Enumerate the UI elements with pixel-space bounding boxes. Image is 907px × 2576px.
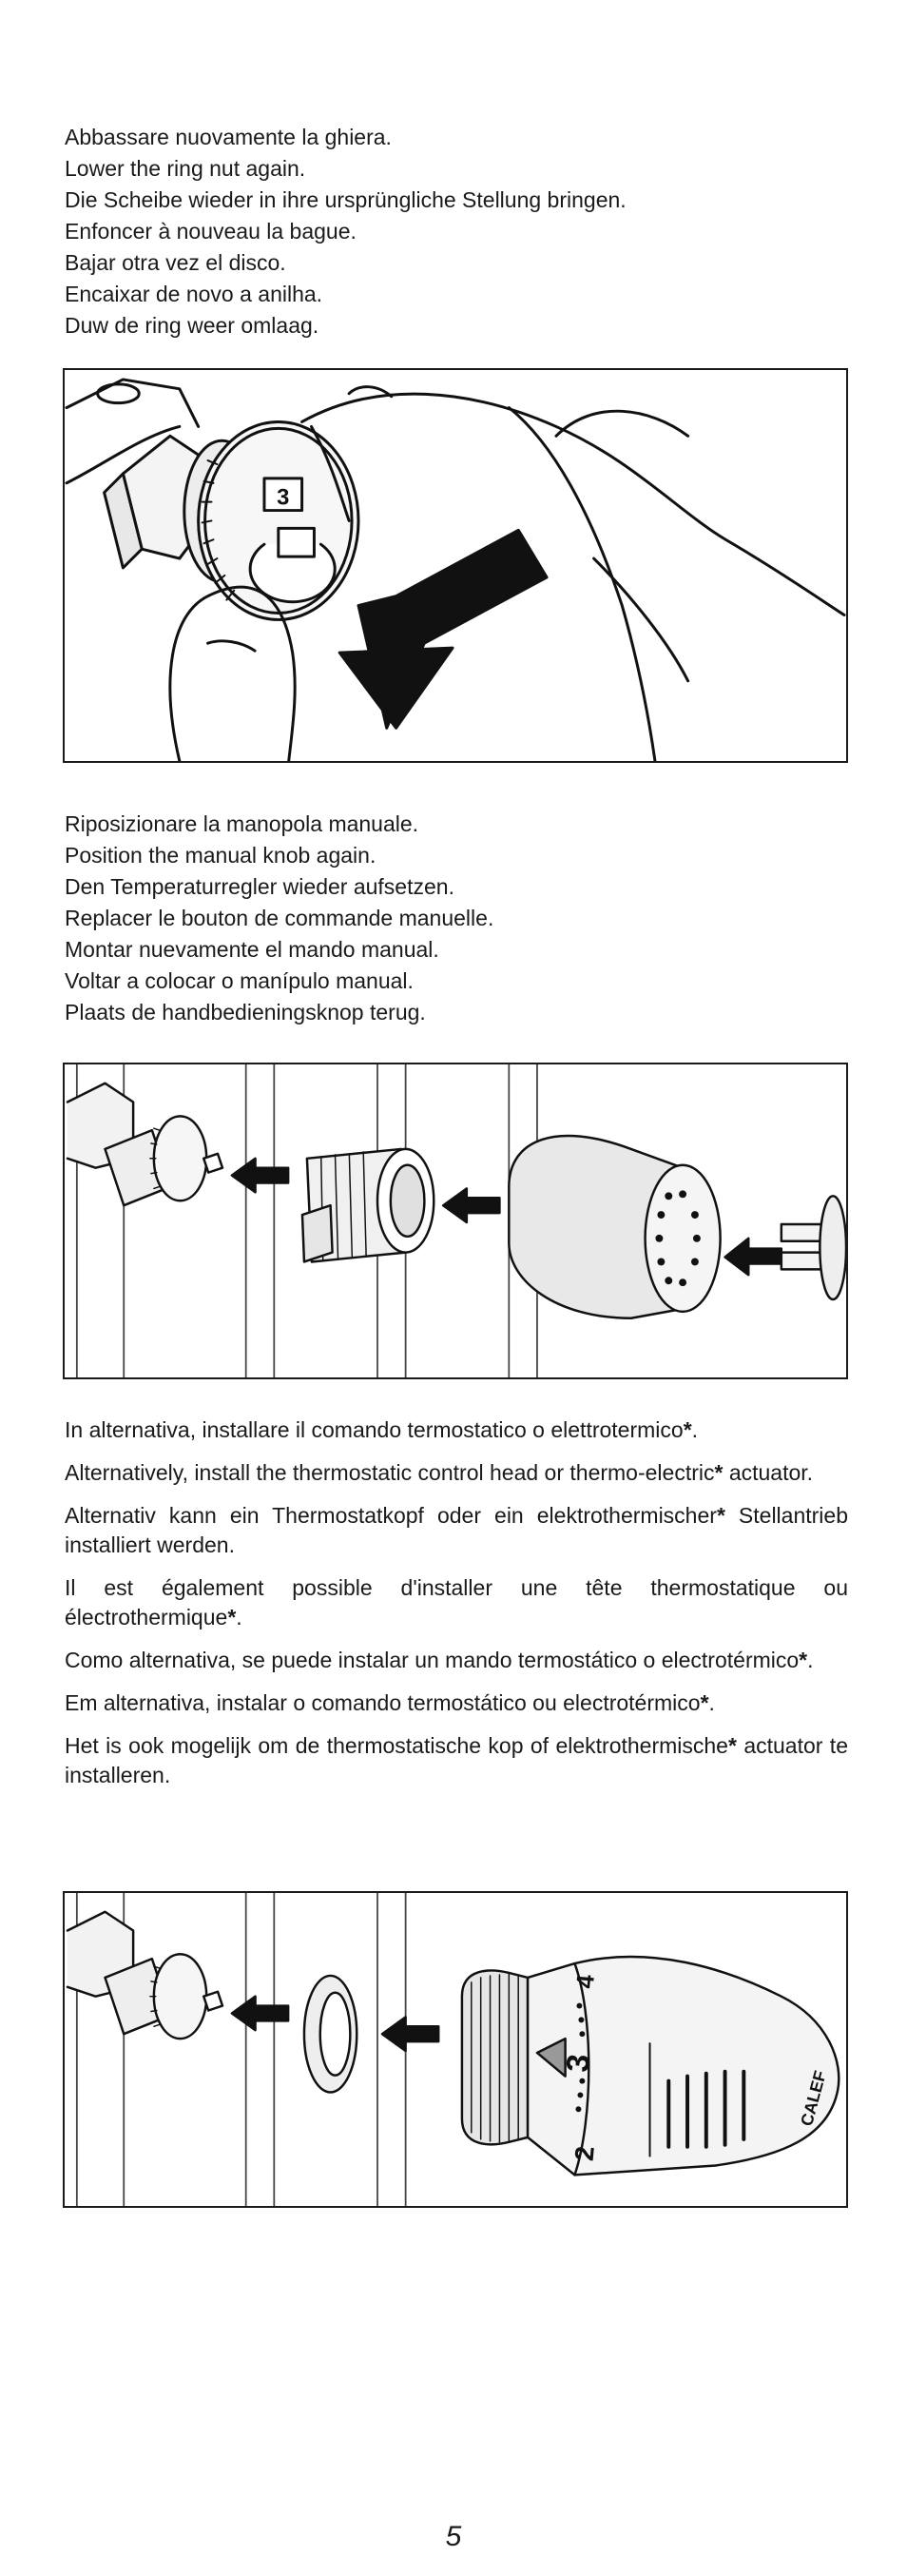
paragraph-it: In alternativa, installare il comando termostatico o elettrotermico*. (65, 1417, 699, 1442)
instruction-line-pt: Encaixar de novo a anilha. (65, 282, 323, 306)
instruction-line-pt: Voltar a colocar o manípulo manual. (65, 968, 414, 993)
instruction-line-nl: Duw de ring weer omlaag. (65, 313, 319, 338)
paragraph-fr: Il est également possible d'installer une tête thermostatique ou électrothermique*. (65, 1575, 848, 1630)
instruction-block-1 (65, 122, 848, 342)
paragraph-es: Como alternativa, se puede instalar un mando termostático o electrotérmico*. (65, 1648, 814, 1672)
instruction-line-es: Montar nuevamente el mando manual. (65, 937, 439, 962)
scale-label-4: 4 (571, 1973, 600, 1990)
instruction-line-fr: Replacer le bouton de commande manuelle. (65, 906, 494, 930)
thermostatic-head-illustration (65, 1893, 846, 2206)
paragraph-de: Alternativ kann ein Thermostatkopf oder ein elektrothermischer* Stellantrieb installiert werden. (65, 1503, 848, 1557)
instruction-line-en: Position the manual knob again. (65, 843, 376, 868)
instruction-line-en: Lower the ring nut again. (65, 156, 306, 181)
ring-nut-illustration (65, 370, 846, 761)
brand-label: CALEF (797, 2068, 830, 2128)
instruction-line-de: Den Temperaturregler wieder aufsetzen. (65, 874, 454, 899)
instruction-block-2 (65, 809, 848, 1028)
instruction-line-nl: Plaats de handbedieningsknop terug. (65, 1000, 426, 1025)
figure-ring-nut (63, 368, 848, 763)
instruction-block-3 (65, 1415, 848, 1804)
dial-label: 3 (277, 484, 290, 511)
instruction-line-it: Riposizionare la manopola manuale. (65, 811, 419, 836)
instruction-line-fr: Enfoncer à nouveau la bague. (65, 219, 357, 244)
manual-knob-illustration (65, 1064, 846, 1377)
paragraph-en: Alternatively, install the thermostatic control head or thermo-electric* actuator. (65, 1460, 814, 1485)
scale-label-2: 2 (569, 2144, 600, 2162)
scale-label-3: 3 (560, 2052, 598, 2074)
instruction-line-de: Die Scheibe wieder in ihre ursprüngliche Stellung bringen. (65, 187, 627, 212)
instruction-line-it: Abbassare nuovamente la ghiera. (65, 125, 392, 149)
figure-thermostatic-head (63, 1891, 848, 2208)
instruction-line-es: Bajar otra vez el disco. (65, 250, 286, 275)
page-number: 5 (445, 2521, 462, 2552)
paragraph-pt: Em alternativa, instalar o comando termostático ou electrotérmico*. (65, 1690, 715, 1715)
figure-manual-knob (63, 1063, 848, 1379)
paragraph-nl: Het is ook mogelijk om de thermostatische kop of elektrothermische* actuator te installeren. (65, 1733, 848, 1787)
